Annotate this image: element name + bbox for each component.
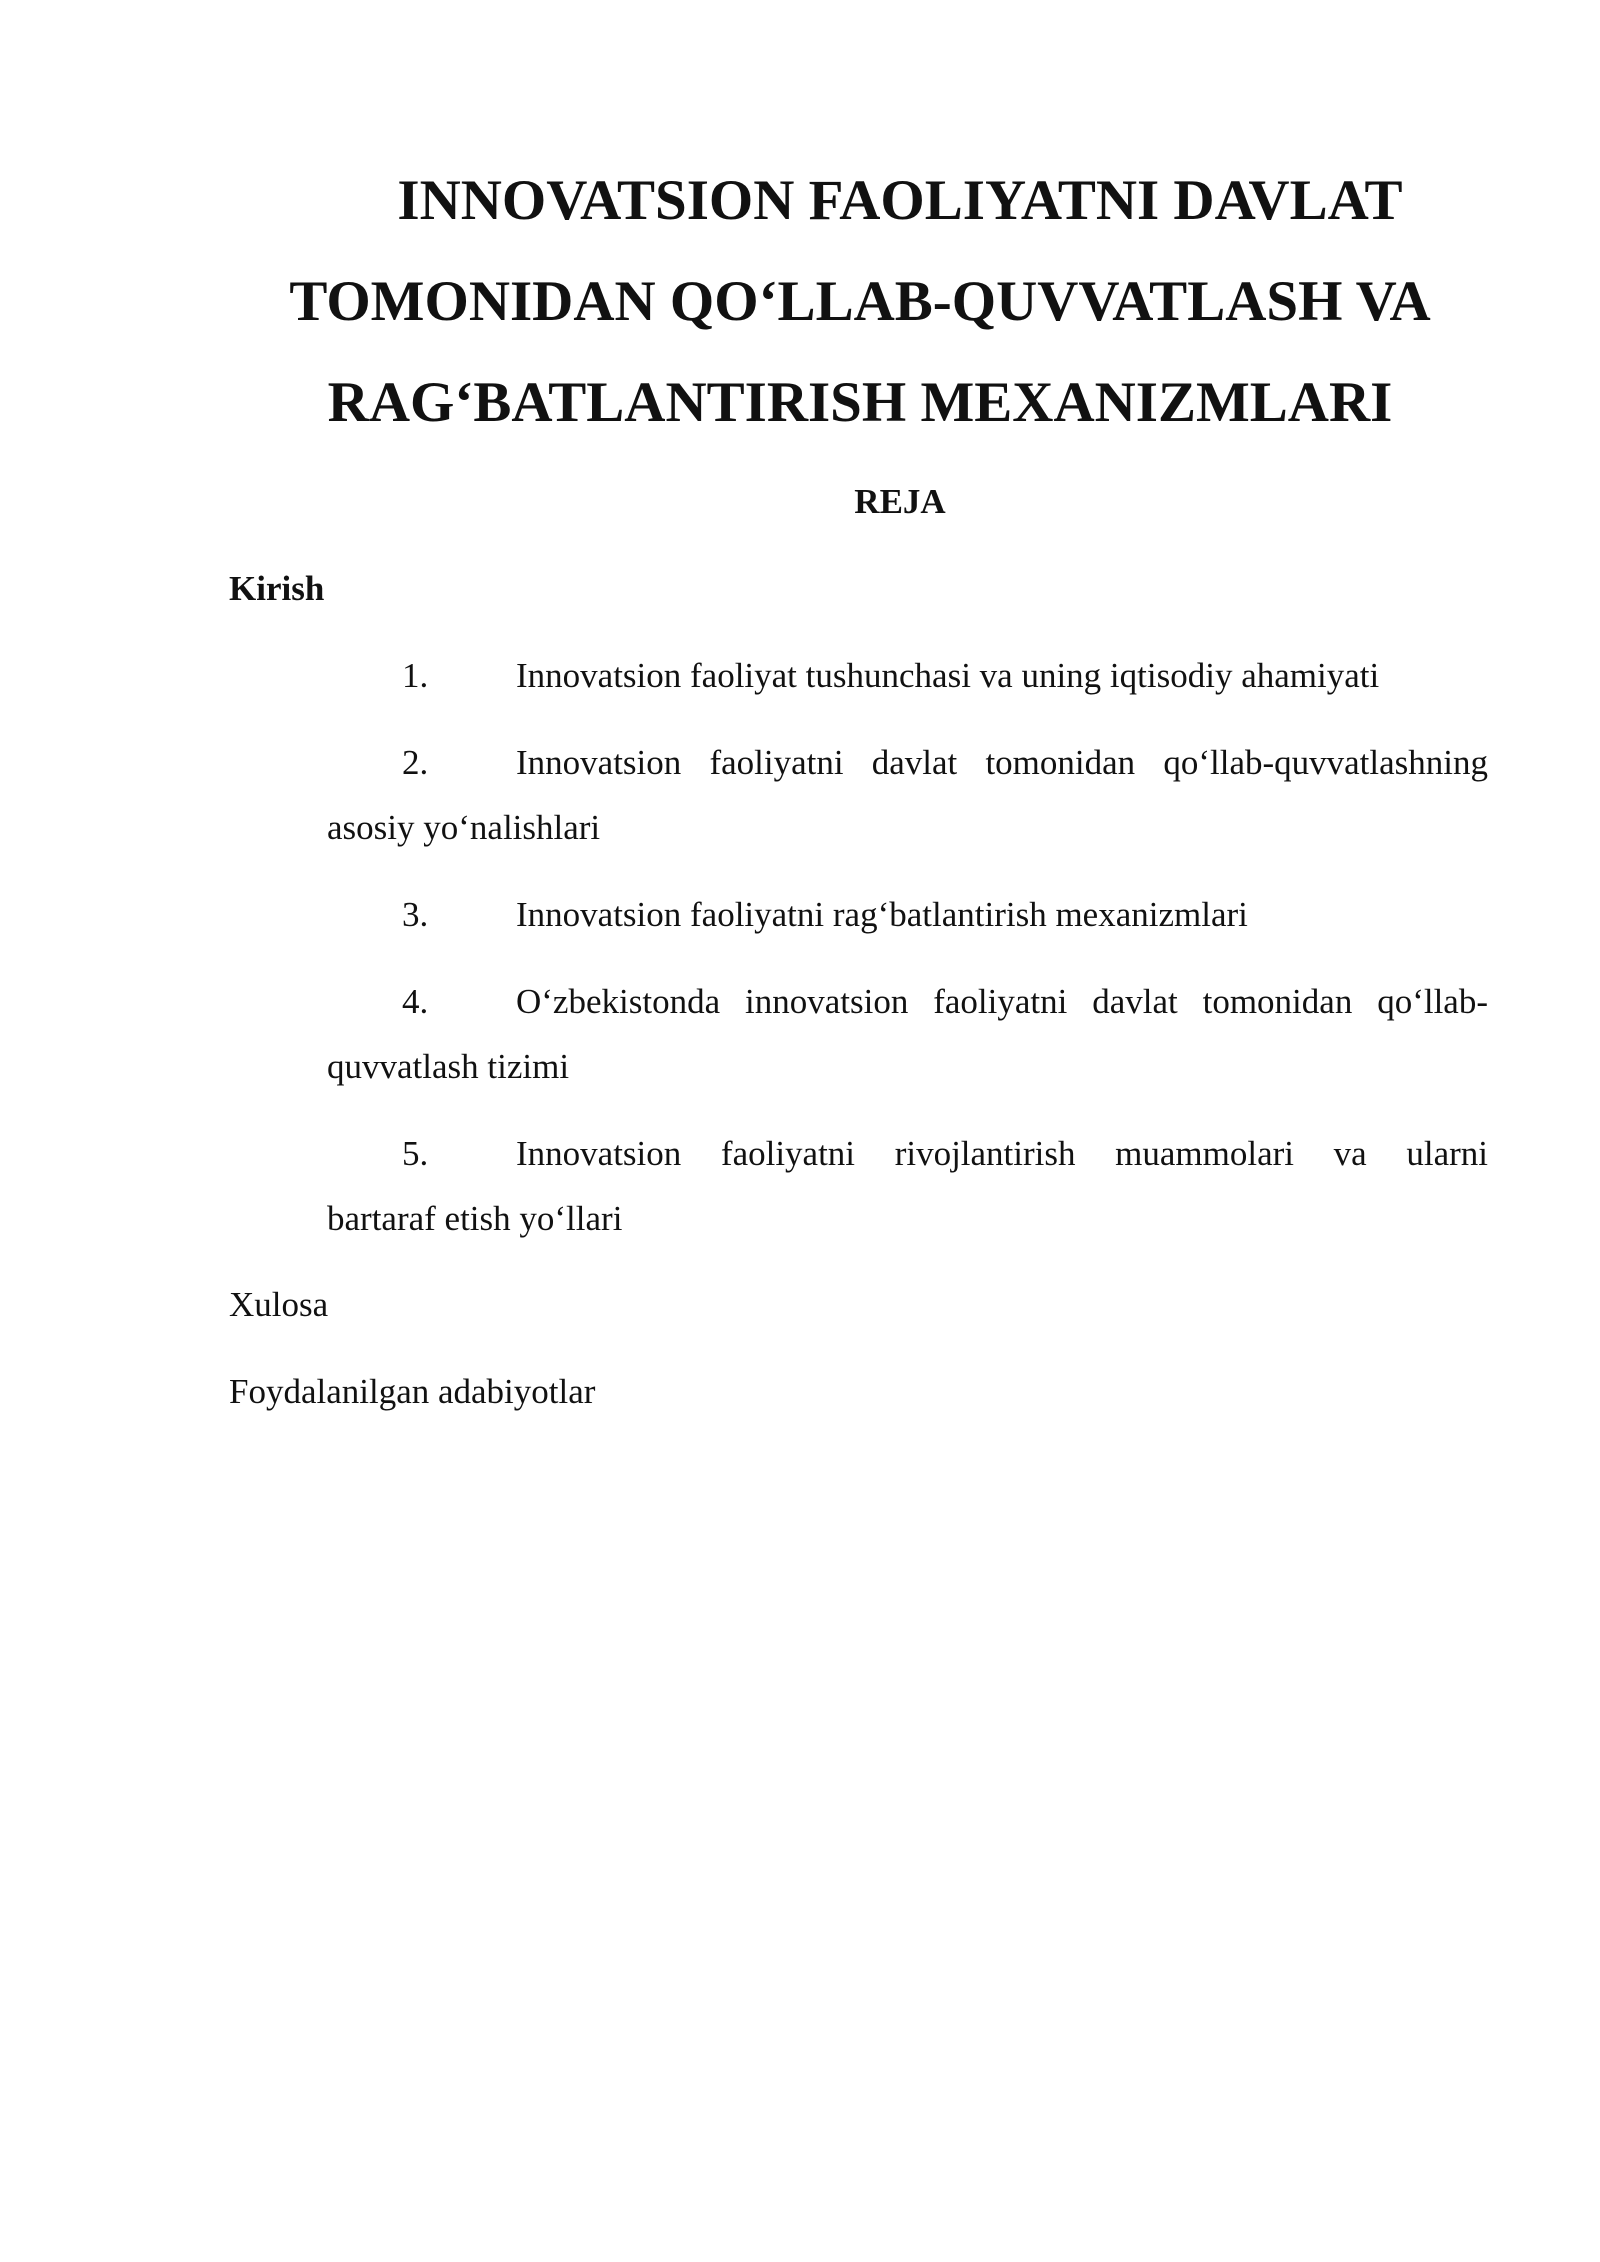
plan-heading: REJA xyxy=(854,482,946,521)
plan-item-number: 5. xyxy=(402,1134,429,1173)
plan-item-text-continued: quvvatlash tizimi xyxy=(327,1047,570,1086)
plan-item-text: O‘zbekistonda innovatsion faoliyatni davlat tomonidan qo‘llab- xyxy=(516,982,1488,1021)
title-line-2: TOMONIDAN QO‘LLAB-QUVVATLASH VA xyxy=(289,270,1431,333)
title-line-1: INNOVATSION FAOLIYATNI DAVLAT xyxy=(397,169,1403,232)
plan-item-number: 1. xyxy=(402,656,429,695)
plan-item-text-continued: bartaraf etish yo‘llari xyxy=(327,1199,623,1238)
references-heading: Foydalanilgan adabiyotlar xyxy=(229,1372,596,1411)
plan-item-text: Innovatsion faoliyatni rivojlantirish muammolari va ularni xyxy=(516,1134,1488,1173)
plan-item-text-continued: asosiy yo‘nalishlari xyxy=(327,808,601,847)
conclusion-heading: Xulosa xyxy=(229,1285,329,1324)
plan-item-number: 4. xyxy=(402,982,429,1021)
plan-item-number: 3. xyxy=(402,895,429,934)
title-line-3: RAG‘BATLANTIRISH MEXANIZMLARI xyxy=(327,371,1393,434)
plan-item-number: 2. xyxy=(402,743,429,782)
plan-item-text: Innovatsion faoliyatni davlat tomonidan qo‘llab-quvvatlashning xyxy=(516,743,1488,782)
plan-item-text: Innovatsion faoliyat tushunchasi va uning iqtisodiy ahamiyati xyxy=(516,656,1380,695)
plan-item-text: Innovatsion faoliyatni rag‘batlantirish mexanizmlari xyxy=(516,895,1248,934)
intro-heading: Kirish xyxy=(229,569,325,608)
